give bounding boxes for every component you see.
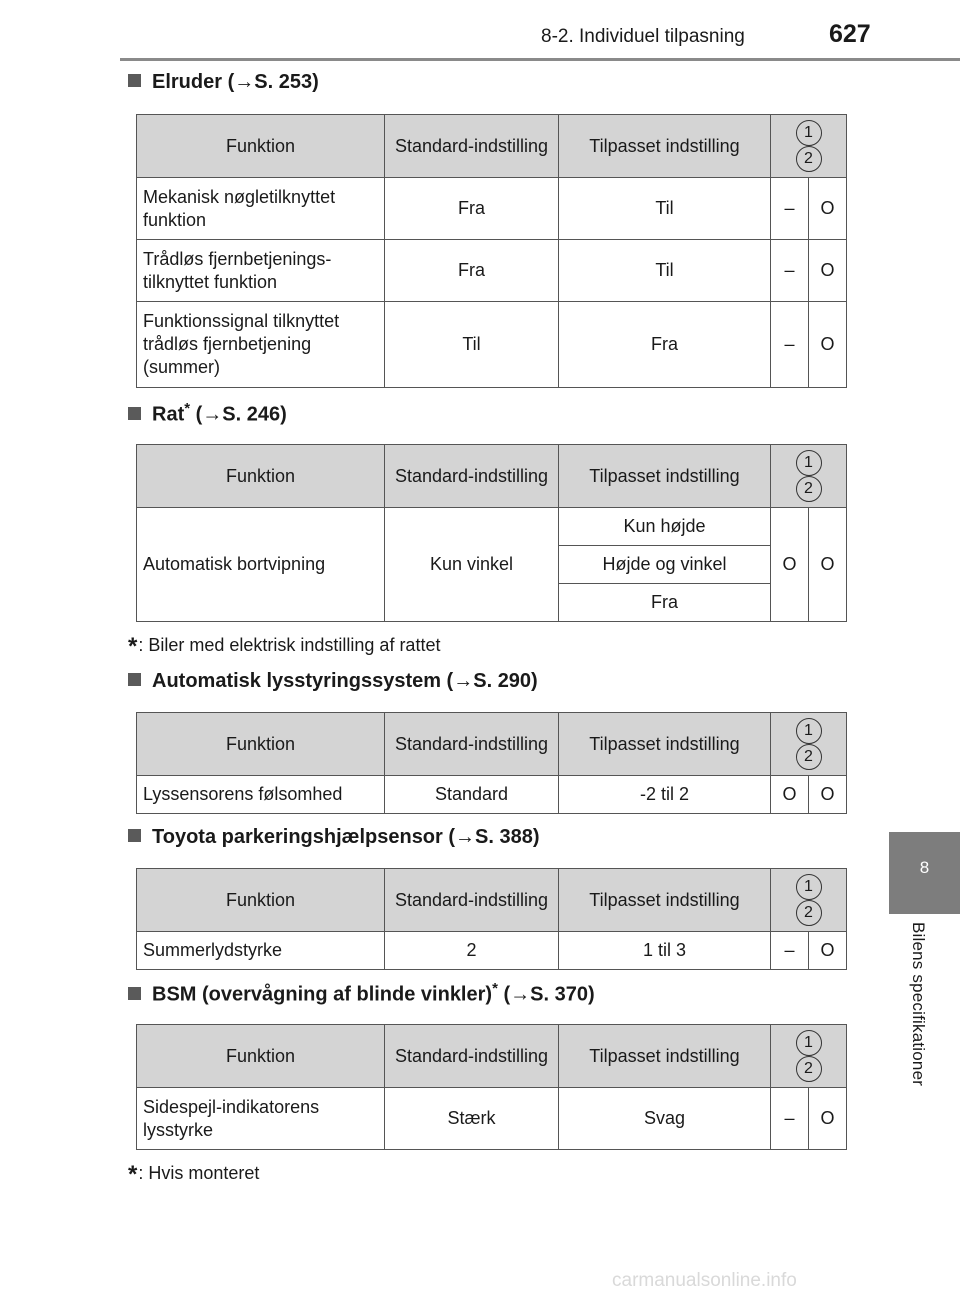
cell-method-1: – xyxy=(771,178,809,240)
table-row xyxy=(137,932,847,970)
cell-custom: -2 til 2 xyxy=(559,776,771,814)
cell-standard: 2 xyxy=(385,932,559,970)
cell-method-2: O xyxy=(809,178,847,240)
col-header-methods xyxy=(771,713,847,776)
col-header-standard: Standard-indstilling xyxy=(385,713,559,776)
table-row xyxy=(137,302,847,388)
col-header-custom: Tilpasset indstilling xyxy=(559,1025,771,1088)
cell-standard: Fra xyxy=(385,240,559,302)
section-title: 8-2. Individuel tilpasning xyxy=(541,26,745,47)
method-1-icon: 1 xyxy=(796,450,822,476)
col-header-methods xyxy=(771,869,847,932)
cell-custom: Til xyxy=(559,240,771,302)
settings-table-rat xyxy=(136,444,847,622)
bullet-square-icon xyxy=(128,829,141,842)
col-header-function: Funktion xyxy=(137,869,385,932)
cell-custom: 1 til 3 xyxy=(559,932,771,970)
cell-custom-option: Højde og vinkel xyxy=(559,546,771,584)
method-1-icon: 1 xyxy=(796,874,822,900)
cell-function: Summerlydstyrke xyxy=(137,932,385,970)
section-heading-light-control: Automatisk lysstyringssystem (→S. 290) xyxy=(128,670,538,693)
col-header-custom: Tilpasset indstilling xyxy=(559,713,771,776)
table-header-row xyxy=(137,1025,847,1088)
col-header-standard: Standard-indstilling xyxy=(385,115,559,178)
table-row xyxy=(137,1088,847,1150)
bullet-square-icon xyxy=(128,673,141,686)
col-header-function: Funktion xyxy=(137,115,385,178)
chapter-label: Bilens specifikationer xyxy=(909,922,928,1087)
cell-method-1: O xyxy=(771,776,809,814)
chapter-number: 8 xyxy=(919,858,930,877)
chapter-tab[interactable] xyxy=(889,832,960,914)
cell-method-1: – xyxy=(771,1088,809,1150)
cell-custom: Til xyxy=(559,178,771,240)
page-number: 627 xyxy=(829,20,871,48)
cell-function: Mekanisk nøgletilknyttet funktion xyxy=(137,178,385,240)
section-heading-bsm: BSM (overvågning af blinde vinkler)* (→S. 370) xyxy=(128,980,595,1007)
cell-custom-option: Kun højde xyxy=(559,508,771,546)
method-2-icon: 2 xyxy=(796,476,822,502)
cell-custom-option: Fra xyxy=(559,584,771,622)
cell-method-1: – xyxy=(771,302,809,388)
col-header-standard: Standard-indstilling xyxy=(385,1025,559,1088)
col-header-function: Funktion xyxy=(137,445,385,508)
cell-standard: Kun vinkel xyxy=(385,508,559,622)
footnote-steering: *: Biler med elektrisk indstilling af rattet xyxy=(128,633,441,660)
cell-function: Lyssensorens følsomhed xyxy=(137,776,385,814)
method-1-icon: 1 xyxy=(796,1030,822,1056)
cell-function: Sidespejl-indikatorens lysstyrke xyxy=(137,1088,385,1150)
method-2-icon: 2 xyxy=(796,1056,822,1082)
section-heading-parking-sensor: Toyota parkeringshjælpsensor (→S. 388) xyxy=(128,826,540,849)
cell-standard: Til xyxy=(385,302,559,388)
settings-table-light-control xyxy=(136,712,847,814)
table-header-row xyxy=(137,869,847,932)
col-header-custom: Tilpasset indstilling xyxy=(559,869,771,932)
table-row xyxy=(137,178,847,240)
cell-custom: Fra xyxy=(559,302,771,388)
cell-standard: Standard xyxy=(385,776,559,814)
table-header-row xyxy=(137,445,847,508)
cell-function: Funktionssignal tilknyttet trådløs fjernbetjening (summer) xyxy=(137,302,385,388)
header-rule xyxy=(120,58,960,61)
table-row xyxy=(137,240,847,302)
footnote-if-equipped: *: Hvis monteret xyxy=(128,1161,260,1188)
col-header-methods xyxy=(771,115,847,178)
table-header-row xyxy=(137,713,847,776)
cell-standard: Stærk xyxy=(385,1088,559,1150)
cell-method-2: O xyxy=(809,302,847,388)
cell-standard: Fra xyxy=(385,178,559,240)
settings-table-elruder xyxy=(136,114,847,388)
section-heading-elruder: Elruder (→S. 253) xyxy=(128,71,319,94)
settings-table-bsm xyxy=(136,1024,847,1150)
col-header-custom: Tilpasset indstilling xyxy=(559,445,771,508)
cell-method-1: – xyxy=(771,240,809,302)
table-row xyxy=(137,508,847,546)
cell-custom: Svag xyxy=(559,1088,771,1150)
col-header-methods xyxy=(771,1025,847,1088)
cell-function: Trådløs fjernbetjenings-tilknyttet funktion xyxy=(137,240,385,302)
col-header-methods xyxy=(771,445,847,508)
col-header-function: Funktion xyxy=(137,713,385,776)
col-header-standard: Standard-indstilling xyxy=(385,869,559,932)
col-header-custom: Tilpasset indstilling xyxy=(559,115,771,178)
section-heading-rat: Rat* (→S. 246) xyxy=(128,400,287,427)
cell-method-2: O xyxy=(809,508,847,622)
method-2-icon: 2 xyxy=(796,744,822,770)
bullet-square-icon xyxy=(128,407,141,420)
cell-method-2: O xyxy=(809,932,847,970)
col-header-function: Funktion xyxy=(137,1025,385,1088)
watermark: carmanualsonline.info xyxy=(612,1270,797,1291)
cell-method-2: O xyxy=(809,1088,847,1150)
method-1-icon: 1 xyxy=(796,718,822,744)
cell-method-1: O xyxy=(771,508,809,622)
cell-method-2: O xyxy=(809,240,847,302)
method-2-icon: 2 xyxy=(796,146,822,172)
col-header-standard: Standard-indstilling xyxy=(385,445,559,508)
cell-method-1: – xyxy=(771,932,809,970)
table-header-row xyxy=(137,115,847,178)
method-1-icon: 1 xyxy=(796,120,822,146)
cell-method-2: O xyxy=(809,776,847,814)
bullet-square-icon xyxy=(128,987,141,1000)
bullet-square-icon xyxy=(128,74,141,87)
method-2-icon: 2 xyxy=(796,900,822,926)
cell-function: Automatisk bortvipning xyxy=(137,508,385,622)
settings-table-parking-sensor xyxy=(136,868,847,970)
table-row xyxy=(137,776,847,814)
